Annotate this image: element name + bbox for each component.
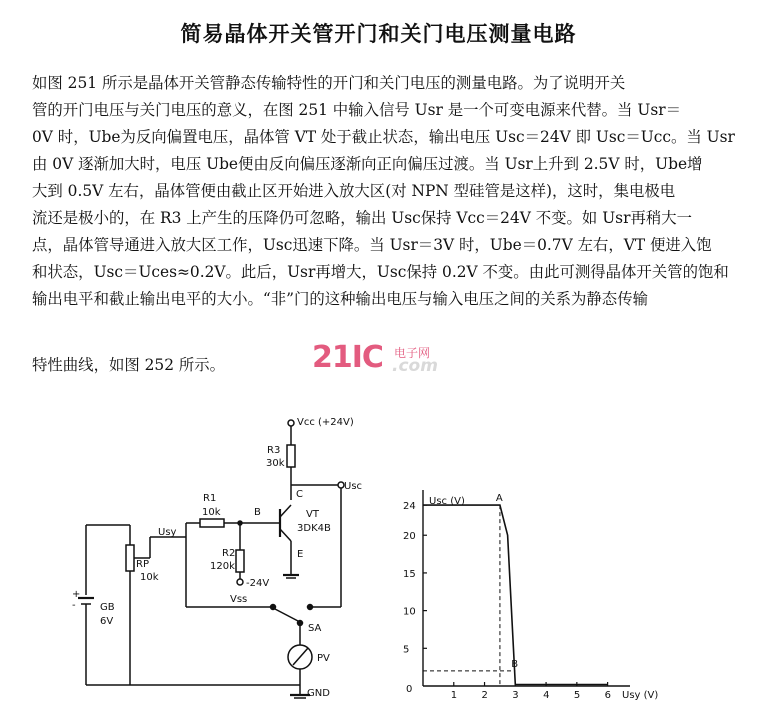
x-tick-label: 3 [512,690,519,701]
paragraph-line: 大到 0.5V 左右，晶体管便由截止区开始进入放大区(对 NPN 型硅管是这样)，这时，集电极电 [32,182,676,200]
r2-value: 120k [210,561,235,572]
gb-value: 6V [100,616,114,627]
r1-label: R1 [203,493,217,504]
transfer-curve-chart [390,480,700,705]
vss-label: Vss [230,594,248,605]
paragraph-line: 如图 251 所示是晶体开关管静态传输特性的开门和关门电压的测量电路。为了说明开关 [32,74,626,92]
watermark-main: 21IC [312,340,383,375]
pv-label: PV [317,653,330,664]
x-axis-label: Usy (V) [622,690,659,701]
e-label: E [297,549,304,560]
series-line-0 [423,505,608,684]
sa-label: SA [308,623,322,634]
paragraph-line: 输出电平和截止输出电平的大小。“非”门的这种输出电压与输入电压之间的关系为静态传输 [32,290,648,308]
paragraph-line: 和状态，Usc＝Uces≈0.2V。此后，Usr再增大，Usc保持 0.2V 不变。由此可测得晶体开关管的饱和 [32,263,729,281]
point-label-b: B [511,658,519,670]
y-tick-label: 5 [403,644,410,656]
paragraph-line: 管的开门电压与关门电压的意义，在图 251 中输入信号 Usr 是一个可变电源来代替。当 Usr＝ [32,101,681,119]
r3-label: R3 [267,445,281,456]
origin-label: 0 [406,684,413,695]
paragraph-line: 点，晶体管导通进入放大区工作，Usc迅速下降。当 Usr＝3V 时，Ube＝0.7V 左右，VT 便进入饱 [32,236,712,254]
y-tick-label: 20 [403,531,416,543]
vcc-terminal [288,420,294,426]
paragraph-line: 流还是极小的，在 R3 上产生的压降仍可忽略，输出 Usc保持 Vcc＝24V 不变。如 Usr再稍大一 [32,209,693,227]
x-tick-label: 5 [573,690,581,701]
neg24-label: -24V [246,578,270,589]
paragraph-line: 由 0V 逐渐加大时，电压 Ube便由反向偏压逐渐向正向偏压过渡。当 Usr上升到 2.5V 时，Ube增 [32,155,703,173]
circuit-diagram [60,405,370,715]
x-tick-label: 1 [450,690,458,701]
sa-switch [275,609,298,621]
vcc-label: Vcc (+24V) [297,417,354,428]
b-label: B [254,507,261,518]
rp-value: 10k [140,572,159,583]
paragraph-line: 0V 时，Ube为反向偏置电压，晶体管 VT 处于截止状态，输出电压 Usc＝24V 即 Usc＝Ucc。当 Usr [32,128,735,146]
vt-label: VT [306,509,319,520]
y-tick-label: 15 [403,568,416,580]
y-tick-label: 10 [403,606,416,618]
rp-label: RP [136,559,149,570]
gb-label: GB [100,602,115,613]
r3-resistor [287,445,295,467]
gnd-label: GND [307,688,330,699]
r1-resistor [200,519,224,527]
y-axis-label: Usc (V) [429,496,465,507]
battery-plus: + [72,589,81,600]
point-label-a: A [495,493,503,505]
usy-label: Usy [158,527,177,538]
vt-model: 3DK4B [297,523,331,534]
usc-label: Usc [344,481,363,492]
r1-value: 10k [202,507,221,518]
rp-potentiometer [126,545,134,571]
r3-value: 30k [266,458,285,469]
r2-label: R2 [222,548,236,559]
x-tick-label: 2 [481,690,488,701]
r2-resistor [236,550,244,572]
battery-minus: - [72,600,76,611]
watermark-logo [312,340,452,380]
y-tick-label: 24 [403,501,416,513]
x-tick-label: 6 [604,690,611,701]
last-line: 特性曲线，如图 252 所示。 [32,356,226,374]
watermark-sub: 电子网 [394,346,431,360]
page-title: 简易晶体开关管开门和关门电压测量电路 [180,22,577,46]
watermark-domain: .com [392,356,438,376]
x-tick-label: 4 [543,690,550,701]
c-label: C [296,489,303,500]
